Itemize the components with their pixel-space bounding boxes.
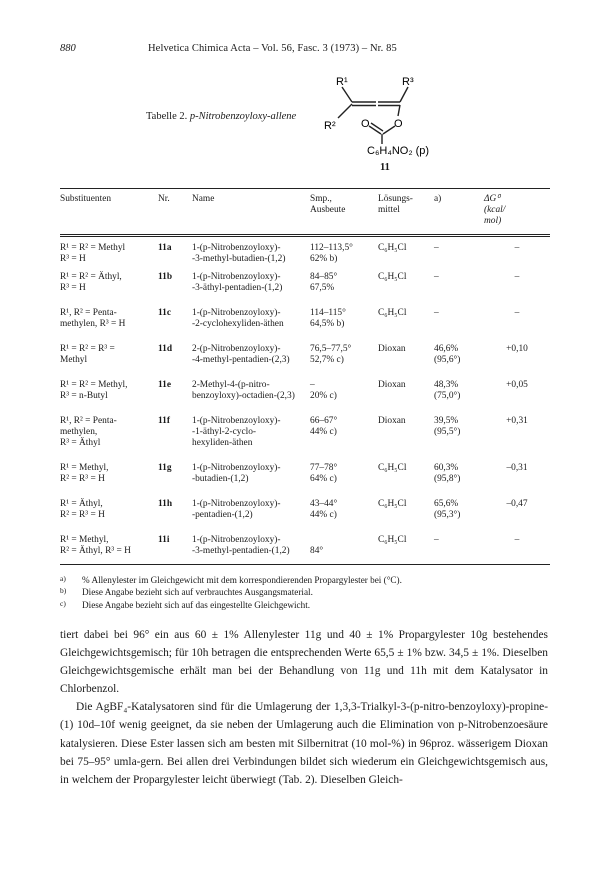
table-row	[60, 308, 550, 344]
cell-nr: 11f	[158, 416, 170, 426]
cell-substituenten: R¹, R² = Penta- methylen, R³ = H	[60, 308, 126, 330]
bond-r3	[400, 87, 408, 102]
table-row	[60, 344, 550, 380]
cell-nr: 11c	[158, 308, 172, 318]
cell-percent: 46,6% (95,6°)	[434, 344, 461, 366]
footnote-mark: b)	[60, 586, 67, 596]
cell-smp: 84°	[310, 546, 324, 557]
bond-c-o	[398, 105, 400, 116]
cell-nr: 11b	[158, 272, 173, 282]
cell-substituenten: R¹, R² = Penta- methylen, R³ = Äthyl	[60, 416, 117, 449]
table-header-row	[60, 190, 550, 236]
paragraph-1: tiert dabei bei 96° ein aus 60 ± 1% Allenylester 11g und 40 ± 1% Propargylester 10g bestehendes Gleichgewichtsgemisch; für 10h betragen die entsprechenden Werte 65,5 ± 1% bzw. 34,5 ± 1%. Dieselben Gleichgewichtsgemische erhält man bei der Behandlung von 11g und 11h mit dem Katalysator in Chlorbenzol.	[60, 629, 548, 696]
cell-name: 1-(p-Nitrobenzoyloxy)- -1-äthyl-2-cyclo- hexyliden-äthen	[192, 416, 281, 449]
cell-loesungsmittel: C₆H₅Cl	[378, 463, 407, 473]
cell-loesungsmittel: C₆H₅Cl	[378, 243, 407, 253]
cell-smp: 76,5–77,5° 52,7% c)	[310, 344, 352, 366]
bond-c-o-carbonyl-2	[371, 123, 383, 131]
cell-name: 2-(p-Nitrobenzoyloxy)- -4-methyl-pentadien-(2,3)	[192, 344, 290, 366]
bond-r2	[338, 104, 352, 118]
cell-percent: 39,5% (95,5°)	[434, 416, 461, 438]
cell-substituenten: R¹ = Äthyl, R² = R³ = H	[60, 499, 105, 521]
caption-title: p-Nitrobenzoyloxy-allene	[189, 111, 297, 122]
cell-delta-g: –	[514, 243, 520, 253]
running-header	[60, 43, 542, 57]
paragraph-2: Die AgBF₄-Katalysatoren sind für die Umlagerung der 1,3,3-Trialkyl-3-(p-nitro-benzoyloxy)-propine-(1) 10d–10f wenig geeignet, da sie neben der Umlagerung auch die Elimination von p-Nitrobenzoesäure katalysieren. Diese Ester lassen sich am besten mit Silbernitrat (10 mol-%) in 96proz. wässerigem Dioxan bei 75–95° umla-gern. Bei allen drei Verbindungen bildet sich wiederum ein Gleichgewichtsgemisch aus, in welchem der Propargylester leicht überwiegt (Tab. 2). Dieselben Gleich-	[60, 701, 548, 786]
cell-loesungsmittel: Dioxan	[378, 416, 406, 426]
label-o-ester: O	[394, 118, 403, 130]
cell-smp: – 20% c)	[310, 380, 337, 402]
cell-name: 1-(p-Nitrobenzoyloxy)- -butadien-(1,2)	[192, 463, 281, 485]
label-o-carbonyl: O	[361, 118, 370, 130]
col-delta-g: ΔG⁰ (kcal/ mol)	[484, 194, 506, 227]
table-row	[60, 236, 550, 272]
footnote-mark: a)	[60, 574, 66, 583]
cell-nr: 11i	[158, 535, 170, 545]
table-row	[60, 499, 550, 535]
cell-loesungsmittel: C₆H₅Cl	[378, 535, 407, 545]
compound-number: 11	[380, 162, 390, 173]
cell-percent: –	[434, 308, 439, 318]
label-r1: R¹	[336, 76, 348, 88]
cell-nr: 11h	[158, 499, 173, 509]
journal-line: Helvetica Chimica Acta – Vol. 56, Fasc. 3 (1973) – Nr. 85	[148, 43, 397, 54]
table-caption	[146, 111, 296, 122]
cell-name: 1-(p-Nitrobenzoyloxy)- -3-methyl-pentadien-(1,2)	[192, 535, 290, 557]
footnote-c	[60, 599, 402, 611]
cell-loesungsmittel: Dioxan	[378, 344, 406, 354]
cell-percent: 48,3% (75,0°)	[434, 380, 461, 402]
body-text	[60, 626, 548, 789]
table-row	[60, 535, 550, 565]
allene-structure	[322, 72, 462, 177]
cell-percent: –	[434, 243, 439, 253]
footnote-text: Diese Angabe bezieht sich auf verbrauchtes Ausgangsmaterial.	[82, 587, 313, 598]
cell-substituenten: R¹ = Methyl, R² = R³ = H	[60, 463, 109, 485]
cell-delta-g: –	[514, 535, 520, 545]
label-r2: R²	[324, 120, 336, 132]
cell-name: 1-(p-Nitrobenzoyloxy)- -2-cyclohexyliden-äthen	[192, 308, 284, 330]
cell-percent: –	[434, 272, 439, 282]
cell-name: 1-(p-Nitrobenzoyloxy)- -3-methyl-butadien-(1,2)	[192, 243, 286, 265]
label-aryl: C₆H₄NO₂ (p)	[367, 145, 430, 157]
cell-substituenten: R¹ = R² = Äthyl, R³ = H	[60, 272, 122, 294]
cell-smp: 84–85° 67,5%	[310, 272, 338, 294]
cell-loesungsmittel: C₆H₅Cl	[378, 499, 407, 509]
cell-smp: 43–44° 44% c)	[310, 499, 338, 521]
table-row	[60, 463, 550, 499]
footnote-b	[60, 586, 402, 598]
bond-r1	[342, 87, 352, 102]
table-row	[60, 272, 550, 308]
cell-percent: –	[434, 535, 439, 545]
cell-nr: 11a	[158, 243, 172, 253]
table-row	[60, 416, 550, 463]
col-a: a)	[434, 194, 442, 204]
col-name: Name	[192, 194, 215, 204]
col-loesungsmittel: Lösungs- mittel	[378, 194, 413, 216]
cell-delta-g: +0,31	[506, 416, 528, 426]
col-smp: Smp., Ausbeute	[310, 194, 346, 216]
cell-delta-g: –0,47	[506, 499, 528, 509]
cell-smp: 114–115° 64,5% b)	[310, 308, 346, 330]
footnote-text: % Allenylester im Gleichgewicht mit dem korrespondierenden Propargylester bei (°C).	[82, 575, 402, 585]
cell-percent: 60,3% (95,8°)	[434, 463, 461, 485]
cell-substituenten: R¹ = R² = Methyl R³ = H	[60, 243, 126, 265]
table-body	[60, 236, 550, 565]
cell-delta-g: –	[514, 308, 520, 318]
cell-percent: 65,6% (95,3°)	[434, 499, 461, 521]
cell-nr: 11g	[158, 463, 172, 473]
bond-o-c	[383, 126, 395, 134]
cell-delta-g: +0,10	[506, 344, 528, 354]
cell-smp: 112–113,5° 62% b)	[310, 243, 353, 265]
cell-substituenten: R¹ = R² = Methyl, R³ = n-Butyl	[60, 380, 128, 402]
cell-name: 1-(p-Nitrobenzoyloxy)- -3-äthyl-pentadien-(1,2)	[192, 272, 283, 294]
cell-name: 1-(p-Nitrobenzoyloxy)- -pentadien-(1,2)	[192, 499, 281, 521]
footnote-mark: c)	[60, 598, 66, 608]
cell-loesungsmittel: C₆H₅Cl	[378, 272, 407, 282]
cell-smp: 66–67° 44% c)	[310, 416, 338, 438]
cell-loesungsmittel: Dioxan	[378, 380, 406, 390]
col-substituenten: Substituenten	[60, 194, 112, 204]
allene-table	[60, 190, 550, 565]
footnote-a	[60, 574, 402, 586]
page-number: 880	[60, 43, 76, 54]
cell-nr: 11d	[158, 344, 173, 354]
col-nr: Nr.	[158, 194, 170, 204]
table-row	[60, 380, 550, 416]
footnote-text: Diese Angabe bezieht sich auf das eingestellte Gleichgewicht.	[82, 599, 311, 610]
label-r3: R³	[402, 76, 414, 88]
cell-substituenten: R¹ = Methyl, R² = Äthyl, R³ = H	[60, 535, 131, 557]
cell-delta-g: +0,05	[506, 380, 528, 390]
cell-loesungsmittel: C₆H₅Cl	[378, 308, 407, 318]
cell-name: 2-Methyl-4-(p-nitro- benzoyloxy)-octadien-(2,3)	[192, 380, 295, 402]
cell-delta-g: –	[514, 272, 520, 282]
bond-c-o-carbonyl	[369, 126, 381, 134]
cell-substituenten: R¹ = R² = R³ = Methyl	[60, 344, 115, 366]
caption-label: Tabelle 2.	[146, 111, 188, 122]
cell-nr: 11e	[158, 380, 172, 390]
cell-smp: 77–78° 64% c)	[310, 463, 338, 485]
table-top-rule	[60, 188, 550, 189]
cell-delta-g: –0,31	[506, 463, 528, 473]
footnotes	[60, 574, 402, 611]
